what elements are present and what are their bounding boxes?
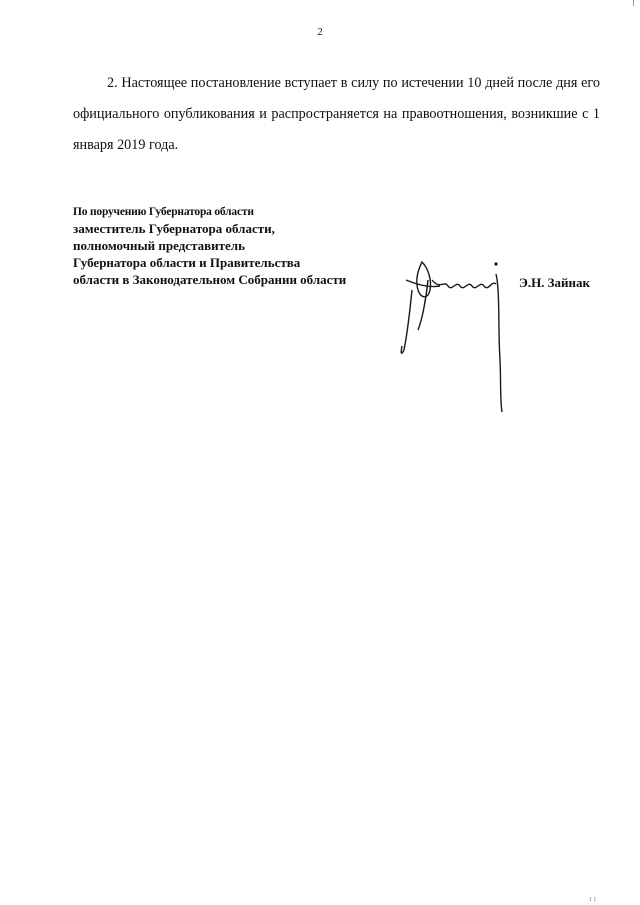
page-number: 2 bbox=[317, 26, 323, 38]
handwritten-signature bbox=[388, 250, 518, 420]
corner-mark: ı ı bbox=[589, 894, 596, 903]
signature-line-5: области в Законодательном Собрании области bbox=[73, 272, 347, 287]
signature-line-4: Губернатора области и Правительства bbox=[73, 255, 301, 270]
signature-block bbox=[73, 205, 403, 288]
clause-2: 2. Настоящее постановление вступает в силу по истечении 10 дней после дня его официального опубликования и распространяется на правоотношения, возникшие с 1 января 2019 года. bbox=[73, 75, 600, 153]
signature-line-1: По поручению Губернатора области bbox=[73, 206, 254, 218]
signatory-name: Э.Н. Зайнак bbox=[519, 275, 591, 290]
scan-edge-mark bbox=[633, 0, 634, 6]
signature-line-3: полномочный представитель bbox=[73, 238, 245, 253]
signature-line-2: заместитель Губернатора области, bbox=[73, 221, 275, 236]
